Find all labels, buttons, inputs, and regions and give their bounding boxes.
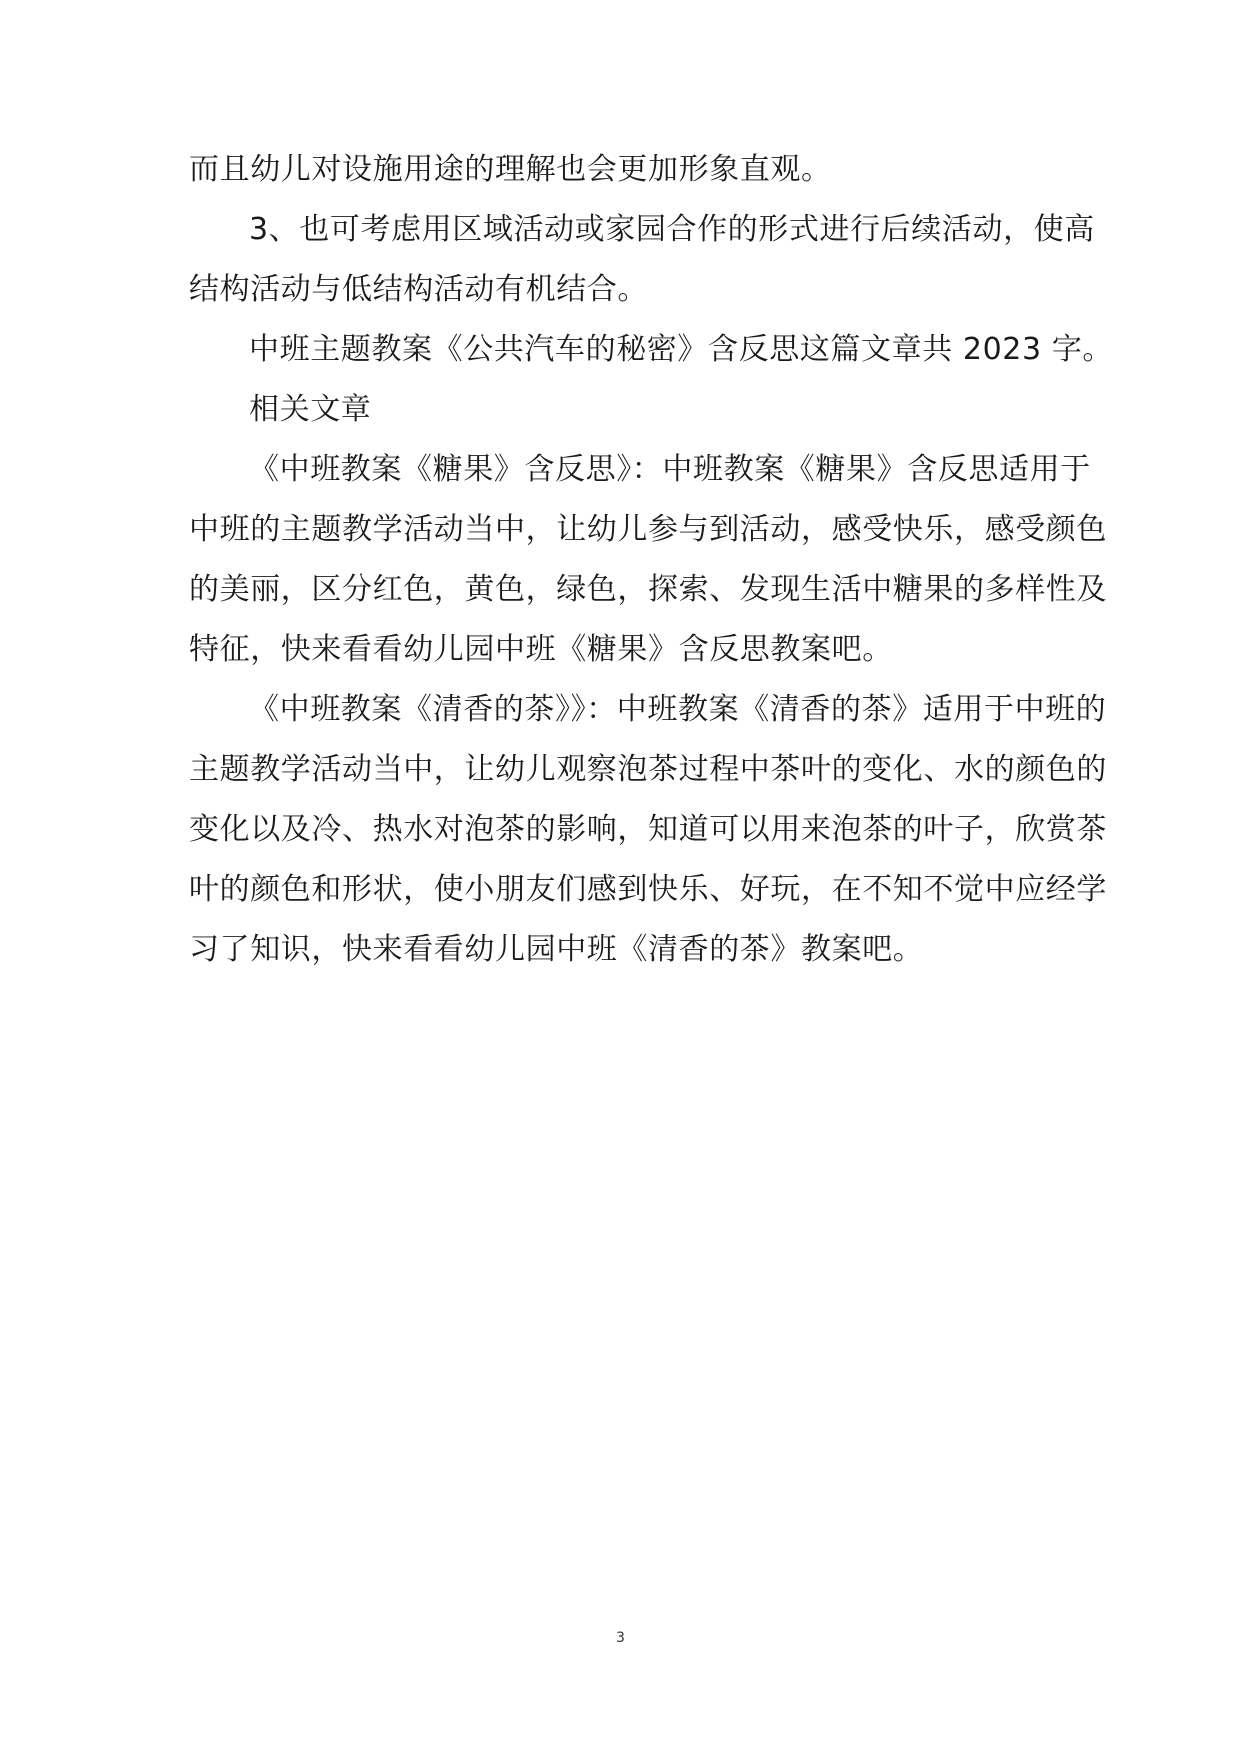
- related-articles-heading: [189, 380, 1059, 440]
- text-line: 叶的颜色和形状，使小朋友们感到快乐、好玩，在不知不觉中应经学: [189, 872, 1107, 907]
- text-line: 中班主题教案《公共汽车的秘密》含反思这篇文章共 2023 字。: [249, 332, 1114, 367]
- paragraph-continuation: [189, 140, 1059, 200]
- text-line: 习了知识，快来看看幼儿园中班《清香的茶》教案吧。: [189, 932, 924, 967]
- text-line: 的美丽，区分红色，黄色，绿色，探索、发现生活中糖果的多样性及: [189, 572, 1107, 607]
- text-line: 变化以及冷、热水对泡茶的影响，知道可以用来泡茶的叶子，欣赏茶: [189, 812, 1107, 847]
- text-line: 结构活动与低结构活动有机结合。: [189, 272, 648, 307]
- text-line: 《中班教案《糖果》含反思》：中班教案《糖果》含反思适用于: [249, 452, 1091, 487]
- page-number: 3: [616, 1630, 625, 1646]
- paragraph-item-3: [189, 200, 1095, 320]
- paragraph-word-count: [189, 320, 1114, 380]
- text-line: 中班的主题教学活动当中，让幼儿参与到活动，感受快乐，感受颜色: [189, 512, 1107, 547]
- text-line: 3、也可考虑用区域活动或家园合作的形式进行后续活动，使高: [249, 212, 1095, 247]
- text-line: 特征，快来看看幼儿园中班《糖果》含反思教案吧。: [189, 632, 893, 667]
- related-article-tea: [189, 680, 1107, 980]
- text-line: 《中班教案《清香的茶》》：中班教案《清香的茶》适用于中班的: [249, 692, 1107, 727]
- related-article-candy: [189, 440, 1107, 680]
- document-body: [189, 140, 1114, 980]
- text-line: 主题教学活动当中，让幼儿观察泡茶过程中茶叶的变化、水的颜色的: [189, 752, 1107, 787]
- text-line: 而且幼儿对设施用途的理解也会更加形象直观。: [189, 152, 832, 187]
- text-line: 相关文章: [249, 392, 372, 427]
